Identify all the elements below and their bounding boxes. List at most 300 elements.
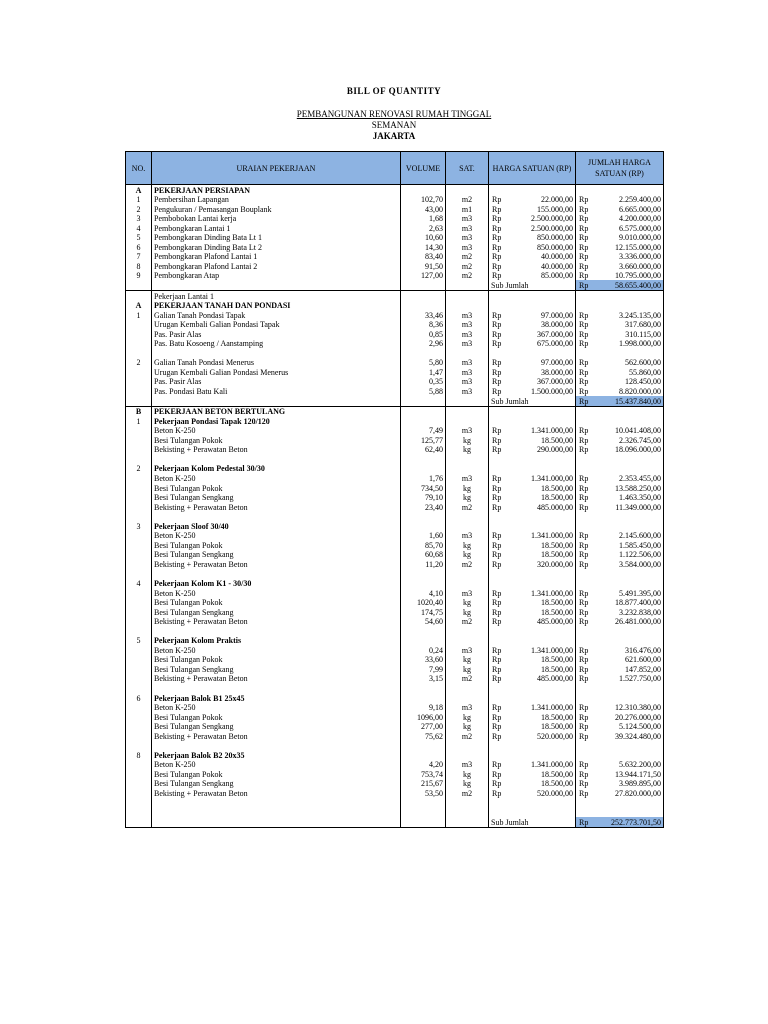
- total-currency: Rp: [576, 195, 589, 205]
- table-row: [126, 367, 664, 377]
- item-total: 8.820.000,00: [589, 386, 664, 396]
- table-row: [126, 760, 664, 770]
- item-description: Galian Tanah Pondasi Tapak: [152, 310, 401, 320]
- item-number: 7: [126, 252, 152, 262]
- group-header-row: [126, 521, 664, 531]
- total-currency: Rp: [576, 252, 589, 262]
- table-row: [126, 598, 664, 608]
- item-unit: m3: [446, 377, 489, 387]
- item-unit-price: 1.341.000,00: [502, 645, 576, 655]
- total-currency: Rp: [576, 386, 589, 396]
- item-unit-price: 18.500,00: [502, 607, 576, 617]
- item-total: 5.124.500,00: [589, 722, 664, 732]
- item-unit-price: 1.341.000,00: [502, 760, 576, 770]
- empty-cell: [576, 348, 589, 358]
- item-unit: m3: [446, 703, 489, 713]
- empty-cell: [446, 396, 489, 406]
- table-row: [126, 493, 664, 503]
- section-title: PEKERJAAN PERSIAPAN: [152, 185, 401, 195]
- item-unit-price: 40.000,00: [502, 261, 576, 271]
- item-unit: m3: [446, 358, 489, 368]
- empty-cell: [489, 578, 502, 588]
- total-currency: Rp: [576, 788, 589, 798]
- section-header-row: [126, 301, 664, 311]
- item-description: Pembongkaran Atap: [152, 271, 401, 281]
- price-currency: Rp: [489, 502, 502, 512]
- item-description: Pas. Pondasi Batu Kali: [152, 386, 401, 396]
- price-currency: Rp: [489, 731, 502, 741]
- empty-cell: [126, 512, 152, 522]
- item-description: Beton K-250: [152, 473, 401, 483]
- item-number: 4: [126, 223, 152, 233]
- item-description: Besi Tulangan Pokok: [152, 712, 401, 722]
- item-volume: 2,96: [401, 339, 446, 349]
- item-volume: 0,85: [401, 329, 446, 339]
- empty-cell: [126, 808, 152, 818]
- item-description: Pembongkaran Lantai 1: [152, 223, 401, 233]
- total-currency: Rp: [576, 674, 589, 684]
- item-volume: 102,70: [401, 195, 446, 205]
- project-city: JAKARTA: [372, 131, 416, 141]
- empty-cell: [152, 454, 401, 464]
- item-volume: 43,00: [401, 204, 446, 214]
- item-description: Bekisting + Perawatan Beton: [152, 559, 401, 569]
- empty-cell: [502, 636, 576, 646]
- item-unit-price: 155.000,00: [502, 204, 576, 214]
- empty-cell: [126, 683, 152, 693]
- item-total: 3.584.000,00: [589, 559, 664, 569]
- total-currency: Rp: [576, 779, 589, 789]
- item-description: Beton K-250: [152, 645, 401, 655]
- item-volume: 5,80: [401, 358, 446, 368]
- item-total: 1.585.450,00: [589, 540, 664, 550]
- item-unit-price: 1.341.000,00: [502, 703, 576, 713]
- item-total: 2.145.600,00: [589, 531, 664, 541]
- item-description: Pembersihan Lapangan: [152, 195, 401, 205]
- item-unit-price: 18.500,00: [502, 664, 576, 674]
- item-number: 2: [126, 204, 152, 214]
- empty-cell: [576, 521, 589, 531]
- item-description: Urugan Kembali Galian Pondasi Tapak: [152, 320, 401, 330]
- item-unit: m3: [446, 339, 489, 349]
- table-row: [126, 655, 664, 665]
- item-description: Pengukuran / Pemasangan Bouplank: [152, 204, 401, 214]
- empty-cell: [152, 396, 401, 406]
- empty-cell: [152, 348, 401, 358]
- group-number: 4: [126, 578, 152, 588]
- item-unit-price: 485.000,00: [502, 674, 576, 684]
- item-description: Besi Tulangan Sengkang: [152, 493, 401, 503]
- subtotal-value: 252.773.701,50: [589, 817, 664, 827]
- item-total: 12.310.380,00: [589, 703, 664, 713]
- empty-cell: [152, 683, 401, 693]
- column-header-no: NO.: [126, 152, 152, 185]
- item-total: 3.336.000,00: [589, 252, 664, 262]
- price-currency: Rp: [489, 242, 502, 252]
- item-description: Bekisting + Perawatan Beton: [152, 674, 401, 684]
- item-volume: 174,75: [401, 607, 446, 617]
- item-number: [126, 550, 152, 560]
- item-number: [126, 664, 152, 674]
- empty-cell: [502, 569, 576, 579]
- item-total: 6.665.000,00: [589, 204, 664, 214]
- item-number: [126, 655, 152, 665]
- subtotal-value: 15.437.840,00: [589, 396, 664, 406]
- item-total: 147.852,00: [589, 664, 664, 674]
- table-row: [126, 242, 664, 252]
- item-volume: 1,68: [401, 214, 446, 224]
- empty-cell: [446, 626, 489, 636]
- group-title: Pekerjaan Kolom Praktis: [152, 636, 401, 646]
- empty-cell: [576, 301, 589, 311]
- empty-cell: [152, 808, 401, 818]
- empty-cell: [576, 464, 589, 474]
- total-currency: Rp: [576, 664, 589, 674]
- empty-cell: [401, 569, 446, 579]
- empty-cell: [446, 569, 489, 579]
- price-currency: Rp: [489, 426, 502, 436]
- item-unit-price: 18.500,00: [502, 722, 576, 732]
- item-total: 9.010.000,00: [589, 233, 664, 243]
- price-currency: Rp: [489, 703, 502, 713]
- total-currency: Rp: [576, 760, 589, 770]
- item-description: Besi Tulangan Pokok: [152, 483, 401, 493]
- empty-cell: [126, 396, 152, 406]
- price-currency: Rp: [489, 769, 502, 779]
- item-unit: m3: [446, 233, 489, 243]
- price-currency: Rp: [489, 320, 502, 330]
- item-number: [126, 779, 152, 789]
- empty-cell: [401, 512, 446, 522]
- empty-cell: [401, 396, 446, 406]
- empty-cell: [401, 636, 446, 646]
- column-header-uraian: URAIAN PEKERJAAN: [152, 152, 401, 185]
- empty-cell: [576, 636, 589, 646]
- item-total: 3.245.135,00: [589, 310, 664, 320]
- price-currency: Rp: [489, 655, 502, 665]
- column-header-jumlah: JUMLAH HARGA SATUAN (RP): [576, 152, 664, 185]
- empty-cell: [126, 348, 152, 358]
- empty-cell: [446, 521, 489, 531]
- group-number: 1: [126, 416, 152, 426]
- empty-cell: [401, 741, 446, 751]
- empty-cell: [576, 578, 589, 588]
- item-unit-price: 18.500,00: [502, 655, 576, 665]
- empty-cell: [589, 521, 664, 531]
- total-currency: Rp: [576, 531, 589, 541]
- item-description: Pas. Batu Kosoeng / Aanstamping: [152, 339, 401, 349]
- empty-cell: [401, 626, 446, 636]
- price-currency: Rp: [489, 493, 502, 503]
- empty-cell: [446, 636, 489, 646]
- total-currency: Rp: [576, 223, 589, 233]
- empty-cell: [446, 808, 489, 818]
- item-unit: kg: [446, 779, 489, 789]
- item-unit: kg: [446, 664, 489, 674]
- item-unit: m3: [446, 645, 489, 655]
- item-unit-price: 1.341.000,00: [502, 426, 576, 436]
- item-description: Besi Tulangan Sengkang: [152, 607, 401, 617]
- item-unit-price: 485.000,00: [502, 502, 576, 512]
- item-number: 3: [126, 214, 152, 224]
- empty-cell: [576, 683, 589, 693]
- empty-cell: [152, 280, 401, 290]
- item-description: Besi Tulangan Pokok: [152, 435, 401, 445]
- item-number: 9: [126, 271, 152, 281]
- group-header-row: [126, 416, 664, 426]
- empty-cell: [152, 741, 401, 751]
- item-total: 562.600,00: [589, 358, 664, 368]
- item-unit-price: 520.000,00: [502, 788, 576, 798]
- table-row: [126, 617, 664, 627]
- empty-cell: [589, 348, 664, 358]
- empty-cell: [489, 416, 502, 426]
- empty-cell: [589, 185, 664, 195]
- empty-cell: [401, 683, 446, 693]
- total-currency: Rp: [576, 731, 589, 741]
- item-description: Beton K-250: [152, 703, 401, 713]
- empty-cell: [589, 416, 664, 426]
- item-volume: 33,46: [401, 310, 446, 320]
- table-header-row: [126, 152, 664, 185]
- empty-cell: [401, 291, 446, 301]
- item-volume: 14,30: [401, 242, 446, 252]
- item-number: [126, 493, 152, 503]
- section-letter: B: [126, 406, 152, 416]
- table-row: [126, 712, 664, 722]
- price-currency: Rp: [489, 367, 502, 377]
- price-currency: Rp: [489, 271, 502, 281]
- price-currency: Rp: [489, 252, 502, 262]
- item-total: 310.115,00: [589, 329, 664, 339]
- empty-cell: [489, 454, 502, 464]
- empty-cell: [576, 626, 589, 636]
- empty-cell: [589, 454, 664, 464]
- empty-cell: [401, 185, 446, 195]
- item-volume: 11,20: [401, 559, 446, 569]
- empty-cell: [446, 464, 489, 474]
- item-volume: 277,00: [401, 722, 446, 732]
- empty-cell: [446, 185, 489, 195]
- empty-cell: [401, 406, 446, 416]
- empty-cell: [502, 454, 576, 464]
- item-number: [126, 559, 152, 569]
- empty-cell: [502, 626, 576, 636]
- item-description: Pas. Pasir Alas: [152, 329, 401, 339]
- item-unit: m3: [446, 367, 489, 377]
- total-currency: Rp: [576, 445, 589, 455]
- empty-cell: [576, 406, 589, 416]
- subtotal-value: 58.655.400,00: [589, 280, 664, 290]
- item-total: 5.491.395,00: [589, 588, 664, 598]
- item-unit-price: 85.000,00: [502, 271, 576, 281]
- price-currency: Rp: [489, 445, 502, 455]
- empty-cell: [589, 693, 664, 703]
- item-unit-price: 40.000,00: [502, 252, 576, 262]
- empty-cell: [401, 798, 446, 808]
- table-row: [126, 223, 664, 233]
- item-unit: m2: [446, 195, 489, 205]
- empty-cell: [589, 464, 664, 474]
- item-total: 128.450,00: [589, 377, 664, 387]
- total-currency: Rp: [576, 655, 589, 665]
- total-currency: Rp: [576, 214, 589, 224]
- total-currency: Rp: [576, 712, 589, 722]
- total-currency: Rp: [576, 607, 589, 617]
- empty-cell: [589, 291, 664, 301]
- total-currency: Rp: [576, 493, 589, 503]
- item-total: 27.820.000,00: [589, 788, 664, 798]
- item-number: [126, 367, 152, 377]
- empty-cell: [446, 741, 489, 751]
- item-volume: 0,24: [401, 645, 446, 655]
- item-unit: m2: [446, 502, 489, 512]
- total-currency: Rp: [576, 377, 589, 387]
- table-row: [126, 664, 664, 674]
- item-unit-price: 18.500,00: [502, 712, 576, 722]
- item-total: 1.527.750,00: [589, 674, 664, 684]
- empty-cell: [502, 416, 576, 426]
- empty-cell: [401, 348, 446, 358]
- item-unit-price: 850.000,00: [502, 242, 576, 252]
- empty-cell: [446, 416, 489, 426]
- empty-cell: [489, 798, 502, 808]
- item-description: Beton K-250: [152, 531, 401, 541]
- item-volume: 91,50: [401, 261, 446, 271]
- item-unit: m3: [446, 214, 489, 224]
- empty-cell: [126, 569, 152, 579]
- item-volume: 60,68: [401, 550, 446, 560]
- empty-cell: [489, 185, 502, 195]
- item-unit-price: 320.000,00: [502, 559, 576, 569]
- total-currency: Rp: [576, 769, 589, 779]
- empty-cell: [502, 808, 576, 818]
- item-description: Pembongkaran Plafond Lantai 1: [152, 252, 401, 262]
- item-volume: 1,47: [401, 367, 446, 377]
- item-volume: 4,20: [401, 760, 446, 770]
- empty-cell: [589, 626, 664, 636]
- total-currency: Rp: [576, 358, 589, 368]
- item-volume: 7,49: [401, 426, 446, 436]
- item-total: 3.660.000,00: [589, 261, 664, 271]
- document-header: [125, 86, 663, 142]
- item-total: 13.944.171,50: [589, 769, 664, 779]
- empty-cell: [446, 798, 489, 808]
- empty-cell: [489, 291, 502, 301]
- item-total: 1.122.506,00: [589, 550, 664, 560]
- group-title: Pekerjaan Balok B2 20x35: [152, 750, 401, 760]
- empty-cell: [502, 301, 576, 311]
- empty-cell: [502, 693, 576, 703]
- empty-cell: [489, 464, 502, 474]
- group-header-row: [126, 578, 664, 588]
- empty-cell: [152, 569, 401, 579]
- item-unit: m2: [446, 788, 489, 798]
- item-total: 12.155.000,00: [589, 242, 664, 252]
- item-unit: m3: [446, 531, 489, 541]
- item-number: [126, 722, 152, 732]
- empty-cell: [502, 741, 576, 751]
- item-unit-price: 1.500.000,00: [502, 386, 576, 396]
- blank-row: [126, 808, 664, 818]
- empty-cell: [401, 464, 446, 474]
- item-unit-price: 1.341.000,00: [502, 588, 576, 598]
- item-unit: m2: [446, 261, 489, 271]
- table-row: [126, 204, 664, 214]
- table-row: [126, 386, 664, 396]
- section-title: PEKERJAAN BETON BERTULANG: [152, 406, 401, 416]
- item-volume: 753,74: [401, 769, 446, 779]
- total-currency: Rp: [576, 242, 589, 252]
- subtotal-currency: Rp: [576, 280, 589, 290]
- empty-cell: [576, 454, 589, 464]
- price-currency: Rp: [489, 377, 502, 387]
- total-currency: Rp: [576, 540, 589, 550]
- price-currency: Rp: [489, 214, 502, 224]
- item-total: 55.860,00: [589, 367, 664, 377]
- empty-cell: [489, 636, 502, 646]
- item-unit-price: 2.500.000,00: [502, 223, 576, 233]
- item-description: Beton K-250: [152, 760, 401, 770]
- empty-cell: [489, 808, 502, 818]
- group-title: Pekerjaan Sloof 30/40: [152, 521, 401, 531]
- table-row: [126, 445, 664, 455]
- item-unit: m3: [446, 760, 489, 770]
- total-currency: Rp: [576, 550, 589, 560]
- empty-cell: [576, 693, 589, 703]
- project-name: PEMBANGUNAN RENOVASI RUMAH TINGGAL: [296, 109, 492, 119]
- item-number: [126, 760, 152, 770]
- group-title: Pekerjaan Pondasi Tapak 120/120: [152, 416, 401, 426]
- price-currency: Rp: [489, 722, 502, 732]
- total-currency: Rp: [576, 310, 589, 320]
- item-unit: m3: [446, 223, 489, 233]
- item-unit: m2: [446, 559, 489, 569]
- item-unit-price: 367.000,00: [502, 377, 576, 387]
- item-number: [126, 645, 152, 655]
- item-total: 20.276.000,00: [589, 712, 664, 722]
- item-unit-price: 18.500,00: [502, 493, 576, 503]
- empty-cell: [401, 521, 446, 531]
- group-number: 3: [126, 521, 152, 531]
- item-volume: 1,60: [401, 531, 446, 541]
- item-description: Pas. Pasir Alas: [152, 377, 401, 387]
- item-unit: m2: [446, 731, 489, 741]
- item-unit: m3: [446, 242, 489, 252]
- item-unit-price: 38.000,00: [502, 320, 576, 330]
- item-description: Besi Tulangan Sengkang: [152, 550, 401, 560]
- price-currency: Rp: [489, 674, 502, 684]
- price-currency: Rp: [489, 617, 502, 627]
- price-currency: Rp: [489, 435, 502, 445]
- empty-cell: [502, 406, 576, 416]
- table-row: [126, 607, 664, 617]
- item-unit: m2: [446, 271, 489, 281]
- empty-cell: [589, 569, 664, 579]
- group-title: Pekerjaan Balok B1 25x45: [152, 693, 401, 703]
- empty-cell: [401, 416, 446, 426]
- item-total: 10.041.408,00: [589, 426, 664, 436]
- item-volume: 79,10: [401, 493, 446, 503]
- subsection-row: [126, 291, 664, 301]
- item-unit: kg: [446, 435, 489, 445]
- item-volume: 3,15: [401, 674, 446, 684]
- table-row: [126, 339, 664, 349]
- subtotal-label: Sub Jumlah: [489, 396, 576, 406]
- empty-cell: [576, 569, 589, 579]
- item-unit: kg: [446, 712, 489, 722]
- empty-cell: [589, 741, 664, 751]
